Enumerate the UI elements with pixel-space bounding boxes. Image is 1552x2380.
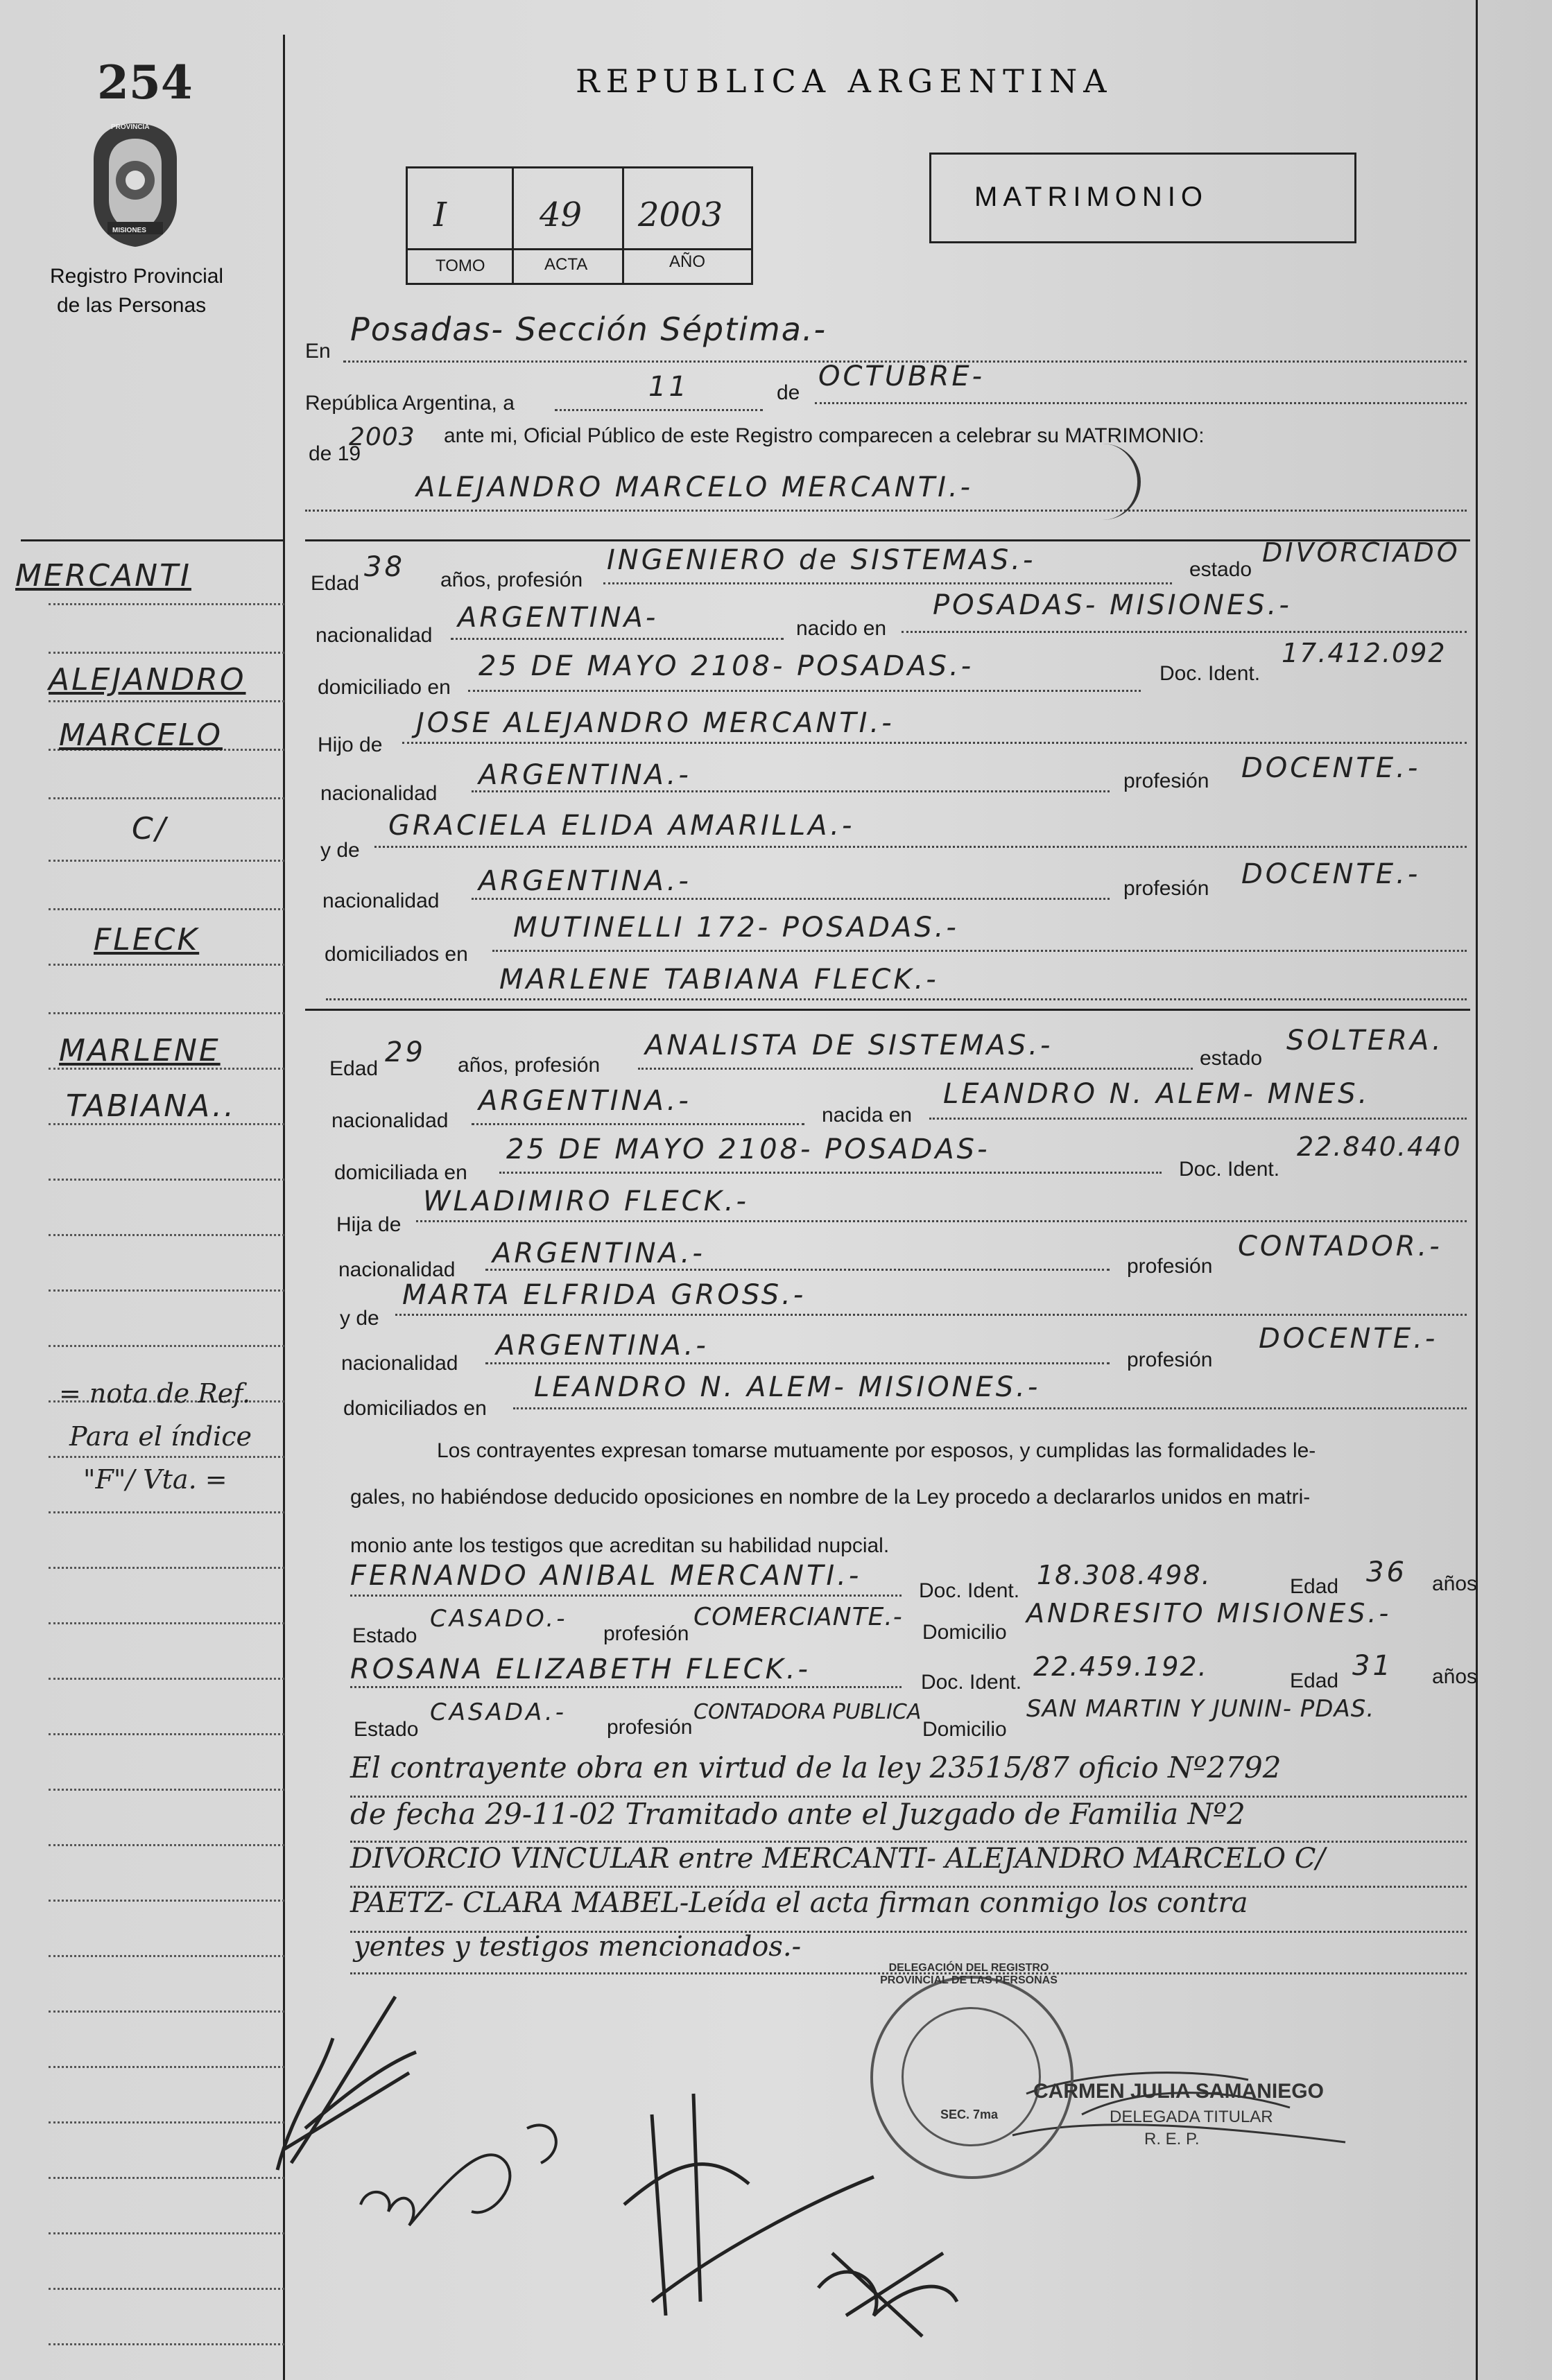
bride-nat-label: nacionalidad [331,1109,449,1132]
notes-line1: El contrayente obra en virtud de la ley 23515/87 oficio Nº2792 [350,1751,1282,1784]
margin-line-32 [49,2288,284,2290]
official-title: DELEGADA TITULAR [1110,2108,1273,2126]
bride-fullname: MARLENE TABIANA FLECK.- [499,964,939,996]
margin-groom-given-1: ALEJANDRO [49,662,246,697]
witness2-age: 31 [1352,1650,1393,1682]
en-label: En [305,340,331,363]
bride-birthplace: LEANDRO N. ALEM- MNES. [943,1078,1370,1110]
groom-address-line [468,690,1141,692]
tomo-value: I [433,196,447,234]
margin-bride-given-1: MARLENE [59,1033,221,1068]
groom-parents-dom-label: domiciliados en [325,943,468,966]
bride-nationality: ARGENTINA.- [478,1085,691,1117]
country-title: REPUBLICA ARGENTINA [576,62,1113,100]
witness1-edad-label: Edad [1290,1575,1339,1598]
day-line [555,409,763,411]
year-prefix-label: de 19 [309,442,361,465]
margin-line-23 [49,1789,284,1791]
bride-father-nat: ARGENTINA.- [492,1237,705,1269]
groom-birthplace-line [902,631,1467,633]
margin-groom-surname: MERCANTI [15,558,191,593]
groom-age: 38 [364,551,405,583]
margin-line-25 [49,1900,284,1902]
margin-line-1 [49,603,284,605]
margin-line-17 [49,1456,284,1458]
witness2-dom: SAN MARTIN Y JUNIN- PDAS. [1026,1695,1375,1723]
registry-name-line2: de las Personas [57,294,207,317]
bride-mother-line [395,1314,1467,1316]
witness1-prof: COMERCIANTE.- [693,1603,903,1631]
record-box-label-rule [406,248,751,250]
bride-profession-line [638,1068,1193,1070]
margin-line-7 [49,908,284,910]
groom-mother-nat-line [472,898,1110,900]
groom-father-line [402,742,1467,744]
witness2-doc: 22.459.192. [1033,1651,1208,1682]
groom-anos-prof-label: años, profesión [440,568,583,591]
document-type: MATRIMONIO [974,182,1209,212]
margin-note-line2: Para el índice [69,1421,252,1452]
republic-label: República Argentina, a [305,392,515,415]
right-page-rule [1476,0,1478,2380]
bride-nat-line [472,1123,804,1125]
bride-father-prof-label: profesión [1127,1255,1213,1278]
groom-mother-nat-label: nacionalidad [322,889,440,912]
bride-age: 29 [385,1036,426,1068]
margin-line-12 [49,1179,284,1181]
margin-line-9 [49,1012,284,1014]
bride-address-line [499,1172,1162,1174]
witness2-name: ROSANA ELIZABETH FLECK.- [350,1653,811,1685]
witness2-anos-label: años [1432,1665,1478,1688]
groom-nacido-label: nacido en [796,617,887,640]
bride-address: 25 DE MAYO 2108- POSADAS- [506,1133,990,1165]
bride-doc: 22.840.440 [1297,1131,1462,1162]
record-box-divider-2 [622,166,624,283]
appear-text: ante mi, Oficial Público de este Registro comparecen a celebrar su MATRIMONIO: [444,424,1205,447]
witness1-doc-label: Doc. Ident. [919,1579,1020,1602]
witness1-name-line [350,1595,902,1597]
bride-parents-dom: LEANDRO N. ALEM- MISIONES.- [534,1371,1041,1403]
witness2-doc-label: Doc. Ident. [921,1671,1022,1694]
margin-line-33 [49,2343,284,2345]
declaration-line1: Los contrayentes expresan tomarse mutuamente por esposos, y cumplidas las formalidades le- [437,1439,1316,1462]
margin-line-27 [49,2010,284,2013]
notes-line5: yentes y testigos mencionados.- [354,1931,802,1963]
margin-note-line1: = nota de Ref. [59,1378,251,1409]
signatures [264,1955,1408,2380]
pen-stroke [1082,444,1141,520]
bride-birthplace-line [929,1118,1467,1120]
groom-birthplace: POSADAS- MISIONES.- [933,589,1292,621]
ano-value: 2003 [638,196,723,234]
witness1-prof-label: profesión [603,1622,689,1645]
groom-estado-label: estado [1189,558,1252,581]
margin-line-15 [49,1345,284,1347]
groom-mother-prof-label: profesión [1123,877,1209,900]
seal-bottom-text: MISIONES [112,227,146,234]
groom-doc: 17.412.092 [1282,638,1447,668]
bride-mother-nat-line [485,1362,1110,1364]
margin-line-19 [49,1567,284,1569]
margin-line-24 [49,1844,284,1846]
notes-line3: DIVORCIO VINCULAR entre MERCANTI- ALEJANDRO MARCELO C/ [350,1843,1325,1875]
bride-father: WLADIMIRO FLECK.- [423,1185,749,1217]
margin-line-20 [49,1622,284,1624]
margin-line-29 [49,2121,284,2123]
witness1-doc: 18.308.498. [1037,1560,1212,1590]
groom-yde-label: y de [320,839,360,862]
bride-mother-prof: DOCENTE.- [1259,1323,1438,1355]
bride-father-line [416,1220,1467,1222]
margin-note-line3: "F"/ Vta. = [83,1464,227,1495]
bride-estado-label: estado [1200,1047,1263,1070]
margin-line-21 [49,1678,284,1680]
margin-line-8 [49,964,284,966]
margin-groom-given-2: MARCELO [59,718,223,753]
margin-connector: C/ [132,811,168,846]
record-box-divider-1 [512,166,514,283]
bride-hija-label: Hija de [336,1213,402,1236]
official-stamp-inner-ring [902,2007,1041,2146]
groom-edad-label: Edad [311,572,360,595]
bride-mother: MARTA ELFRIDA GROSS.- [402,1279,807,1311]
month-value: OCTUBRE- [818,361,985,392]
margin-line-22 [49,1733,284,1735]
bride-yde-label: y de [340,1307,379,1330]
official-name: CARMEN JULIA SAMANIEGO [1033,2080,1324,2103]
bride-mother-nat-label: nacionalidad [341,1352,458,1375]
groom-father-nat: ARGENTINA.- [478,759,691,791]
witness2-name-line [350,1686,902,1688]
official-org: R. E. P. [1144,2130,1200,2148]
groom-father-nat-label: nacionalidad [320,782,438,805]
groom-fullname: ALEJANDRO MARCELO MERCANTI.- [416,471,974,503]
bride-edad-label: Edad [329,1057,379,1080]
registry-name-line1: Registro Provincial [50,265,224,288]
place-value: Posadas- Sección Séptima.- [350,311,827,348]
margin-line-28 [49,2066,284,2068]
notes-line4: PAETZ- CLARA MABEL-Leída el acta firman conmigo los contra [350,1887,1248,1919]
margin-line-18 [49,1511,284,1513]
witness2-prof-label: profesión [607,1716,693,1739]
bride-anos-prof-label: años, profesión [458,1054,601,1077]
groom-mother-nat: ARGENTINA.- [478,865,691,897]
groom-dom-label: domiciliado en [318,676,451,699]
stamp-ring-text: DELEGACIÓN DEL REGISTRO PROVINCIAL DE LAS PERSONAS [880,1962,1058,1986]
seal-top-text: PROVINCIA [111,123,150,131]
groom-nationality: ARGENTINA- [458,602,659,634]
bride-mother-nat: ARGENTINA.- [496,1330,709,1362]
bride-doc-label: Doc. Ident. [1179,1158,1280,1181]
year-value: 2003 [349,423,415,451]
witness2-estado: CASADA.- [430,1699,567,1726]
bride-father-prof: CONTADOR.- [1238,1231,1442,1262]
witness1-anos-label: años [1432,1572,1478,1595]
groom-profession-line [603,582,1172,584]
bride-section-rule [305,1009,1470,1011]
day-value: 11 [648,371,689,403]
witness1-age: 36 [1366,1556,1407,1588]
stamp-center-text: SEC. 7ma [940,2108,999,2121]
groom-hijo-label: Hijo de [318,733,383,756]
declaration-line2: gales, no habiéndose deducido oposiciones en nombre de la Ley procedo a declararlos unidos en matri- [350,1486,1311,1509]
margin-bride-surname: FLECK [94,922,200,957]
month-line [815,402,1467,404]
notes-line2: de fecha 29-11-02 Tramitado ante el Juzgado de Familia Nº2 [350,1797,1245,1831]
bride-dom-label: domiciliada en [334,1161,467,1184]
bride-father-nat-label: nacionalidad [338,1258,456,1281]
margin-line-13 [49,1234,284,1236]
groom-mother-line [374,846,1467,848]
groom-estado: DIVORCIADO [1262,537,1460,568]
bride-nacida-label: nacida en [822,1104,913,1127]
witness2-estado-label: Estado [354,1718,419,1741]
margin-line-5 [49,797,284,799]
tomo-label: TOMO [436,257,485,275]
bride-parents-dom-line [513,1407,1467,1409]
groom-nat-line [451,638,784,640]
margin-line-2 [49,652,284,654]
groom-parents-dom: MUTINELLI 172- POSADAS.- [513,912,959,944]
groom-profession: INGENIERO de SISTEMAS.- [607,544,1036,576]
groom-mother: GRACIELA ELIDA AMARILLA.- [388,810,855,842]
groom-address: 25 DE MAYO 2108- POSADAS.- [478,650,974,682]
witness1-name: FERNANDO ANIBAL MERCANTI.- [350,1560,862,1592]
groom-mother-prof: DOCENTE.- [1241,858,1421,890]
margin-line-30 [49,2177,284,2179]
groom-nat-label: nacionalidad [316,624,433,647]
margin-bride-given-2: TABIANA.. [66,1088,236,1124]
witness1-dom: ANDRESITO MISIONES.- [1026,1598,1392,1628]
de-label: de [777,381,800,404]
bride-mother-prof-label: profesión [1127,1348,1213,1371]
margin-line-14 [49,1289,284,1292]
groom-section-rule-left [21,539,283,541]
acta-value: 49 [540,196,583,234]
margin-line-3 [49,700,284,702]
bride-profession: ANALISTA DE SISTEMAS.- [645,1030,1053,1061]
witness2-edad-label: Edad [1290,1669,1339,1692]
margin-line-26 [49,1955,284,1957]
groom-father-prof: DOCENTE.- [1241,752,1421,784]
groom-father-prof-label: profesión [1123,770,1209,792]
witness1-estado: CASADO.- [430,1605,568,1633]
bride-parents-dom-label: domiciliados en [343,1397,487,1420]
declaration-line3: monio ante los testigos que acreditan su habilidad nupcial. [350,1534,890,1557]
witness1-estado-label: Estado [352,1624,417,1647]
bride-name-line [326,998,1467,1000]
witness2-prof: CONTADORA PUBLICA [693,1700,922,1724]
margin-line-6 [49,860,284,862]
acta-label: ACTA [544,255,588,274]
witness1-dom-label: Domicilio [922,1621,1007,1644]
ano-label: AÑO [669,252,706,271]
witness2-dom-label: Domicilio [922,1718,1007,1741]
groom-father: JOSE ALEJANDRO MERCANTI.- [416,707,895,739]
margin-line-31 [49,2232,284,2234]
bride-estado: SOLTERA. [1286,1025,1444,1057]
groom-name-line [305,510,1467,512]
groom-parents-dom-line [492,950,1467,952]
folio-number: 254 [97,55,193,110]
groom-doc-label: Doc. Ident. [1159,662,1261,685]
